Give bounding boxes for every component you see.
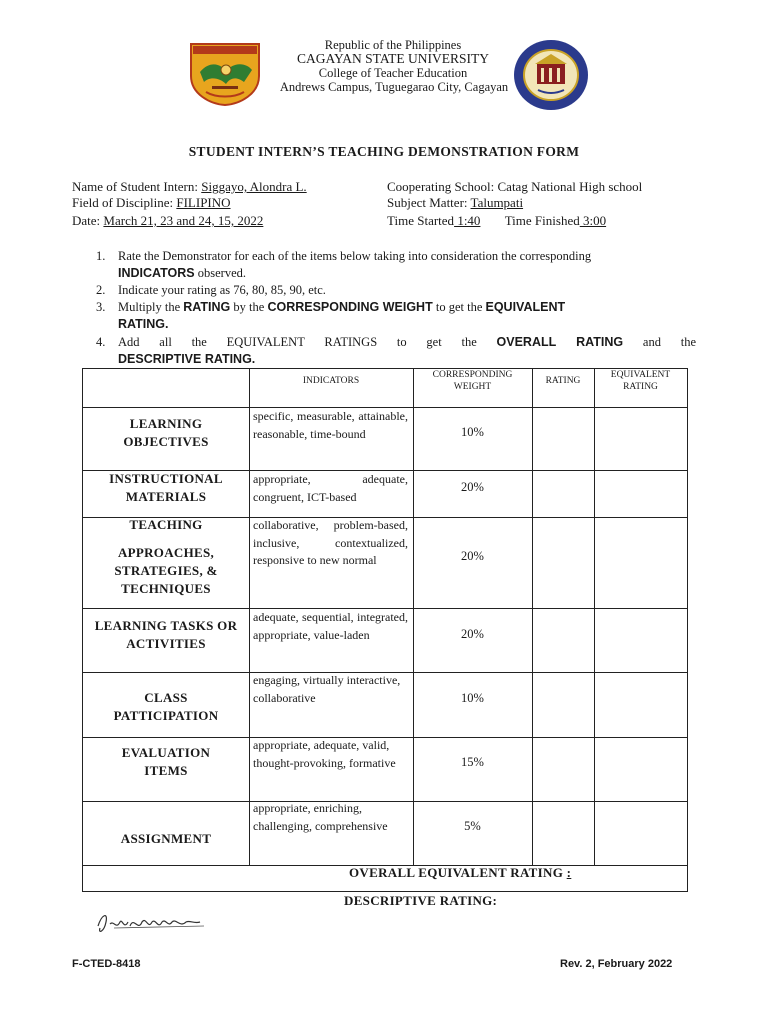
indicator-text: adequate, sequential, integrated, appropriate, value-laden (253, 610, 408, 642)
instruction-4-text-a: Add all the EQUIVALENT RATINGS to get the (118, 335, 497, 349)
instruction-number: 2. (96, 283, 106, 297)
col-divider (413, 369, 414, 865)
instruction-3 (96, 299, 696, 333)
subject-label: Subject Matter: (387, 195, 471, 210)
field-line (72, 195, 231, 211)
overall-colon: : (566, 865, 572, 880)
form-code: F-CTED-8418 (72, 958, 141, 970)
instruction-1-tail: observed. (194, 266, 246, 280)
weight-value: 5% (464, 819, 481, 833)
instruction-1-text: Rate the Demonstrator for each of the items below taking into consideration the corresponding (118, 249, 592, 263)
revision-date: Rev. 2, February 2022 (560, 958, 673, 970)
instruction-2-text: Indicate your rating as 76, 80, 85, 90, etc. (118, 283, 326, 297)
instruction-3-text-c: to get the (432, 300, 486, 314)
time-line (387, 213, 606, 229)
category-learning-objectives: LEARNING OBJECTIVES (123, 416, 209, 449)
overall-label: OVERALL EQUIVALENT RATING (349, 865, 567, 880)
cagayan-state-university-logo (188, 42, 262, 106)
category-teaching: TEACHING (129, 517, 203, 532)
school-label: Cooperating School: (387, 179, 498, 194)
indicator-text: collaborative, problem-based, inclusive, contextualized, responsive to new normal (253, 518, 408, 567)
weight-value: 10% (461, 425, 484, 439)
instruction-3-rating: RATING. (118, 317, 169, 331)
instruction-number: 4. (96, 335, 106, 349)
school-line (387, 179, 642, 195)
header-university: CAGAYAN STATE UNIVERSITY (297, 51, 489, 66)
form-title: STUDENT INTERN’S TEACHING DEMONSTRATION FORM (188, 144, 580, 159)
field-label: Field of Discipline: (72, 195, 177, 210)
header-campus: Andrews Campus, Tuguegarao City, Cagayan (279, 80, 509, 94)
instruction-4-descriptive: DESCRIPTIVE RATING. (118, 352, 256, 366)
col-divider (594, 369, 595, 865)
rating-emphasis: RATING (183, 300, 231, 314)
school-value: Catag National High school (497, 179, 643, 194)
handwritten-signature (94, 908, 214, 938)
overall-rating-emphasis: OVERALL RATING (496, 335, 624, 349)
instruction-3-text-a: Multiply the (118, 300, 184, 314)
indicators-emphasis: INDICATORS (118, 266, 195, 280)
field-value: FILIPINO (176, 195, 231, 210)
header-weight (413, 369, 532, 393)
time-started-value: 1:40 (454, 213, 481, 228)
category-instructional-materials: INSTRUCTIONAL MATERIALS (109, 471, 223, 504)
header-equivalent-line2: RATING (623, 382, 658, 392)
col-divider (249, 369, 250, 865)
category-assignment: ASSIGNMENT (120, 831, 212, 846)
header-weight-line1: CORRESPONDING (432, 370, 513, 380)
equivalent-emphasis: EQUIVALENT (485, 300, 566, 314)
weight-emphasis: CORRESPONDING WEIGHT (267, 300, 433, 314)
rating-table (82, 368, 688, 892)
date-value: March 21, 23 and 24, 15, 2022 (103, 213, 264, 228)
header-rating: RATING (545, 376, 581, 386)
indicator-text: appropriate, adequate, valid, thought-provoking, formative (253, 738, 396, 770)
subject-line (387, 195, 523, 211)
indicator-text: engaging, virtually interactive, collaborative (253, 673, 401, 705)
date-label: Date: (72, 213, 104, 228)
time-finished-value: 3:00 (579, 213, 607, 228)
instruction-number: 1. (96, 249, 106, 263)
descriptive-rating: DESCRIPTIVE RATING: (344, 893, 498, 908)
header-equivalent (594, 369, 687, 393)
instruction-number: 3. (96, 300, 106, 314)
indicator-text: appropriate, adequate, congruent, ICT-based (253, 472, 408, 504)
header-weight-line2: WEIGHT (453, 382, 492, 392)
indicator-text: appropriate, enriching, challenging, comprehensive (253, 801, 388, 833)
weight-value: 20% (461, 549, 484, 563)
indicator-text: specific, measurable, attainable, reasonable, time-bound (253, 409, 408, 441)
category-approaches: APPROACHES, STRATEGIES, & TECHNIQUES (114, 545, 218, 596)
instruction-4 (96, 334, 696, 368)
time-finished-label: Time Finished (504, 213, 580, 228)
college-of-teacher-education-seal (512, 38, 590, 112)
category-class-participation: CLASS PATTICIPATION (113, 690, 219, 723)
student-name-label: Name of Student Intern: (72, 179, 202, 194)
weight-value: 20% (461, 627, 484, 641)
date-line (72, 213, 263, 229)
header-republic: Republic of the Philippines (324, 38, 462, 52)
student-name-value: Siggayo, Alondra L. (201, 179, 307, 194)
header-indicators: INDICATORS (302, 376, 360, 386)
instruction-4-text-b: and the (623, 335, 696, 349)
time-started-label: Time Started (387, 213, 455, 228)
student-name-line (72, 179, 307, 195)
instruction-2 (96, 282, 696, 299)
instruction-3-text-b: by the (230, 300, 268, 314)
overall-equivalent-rating (349, 865, 571, 881)
weight-value: 15% (461, 755, 484, 769)
instruction-1 (96, 248, 696, 282)
header-college: College of Teacher Education (318, 66, 468, 80)
header-equivalent-line1: EQUIVALENT (610, 370, 671, 380)
weight-value: 10% (461, 691, 484, 705)
category-learning-tasks: LEARNING TASKS OR ACTIVITIES (94, 618, 238, 651)
subject-value: Talumpati (470, 195, 524, 210)
weight-value: 20% (461, 480, 484, 494)
category-evaluation-items: EVALUATION ITEMS (121, 745, 211, 778)
col-divider (532, 369, 533, 865)
